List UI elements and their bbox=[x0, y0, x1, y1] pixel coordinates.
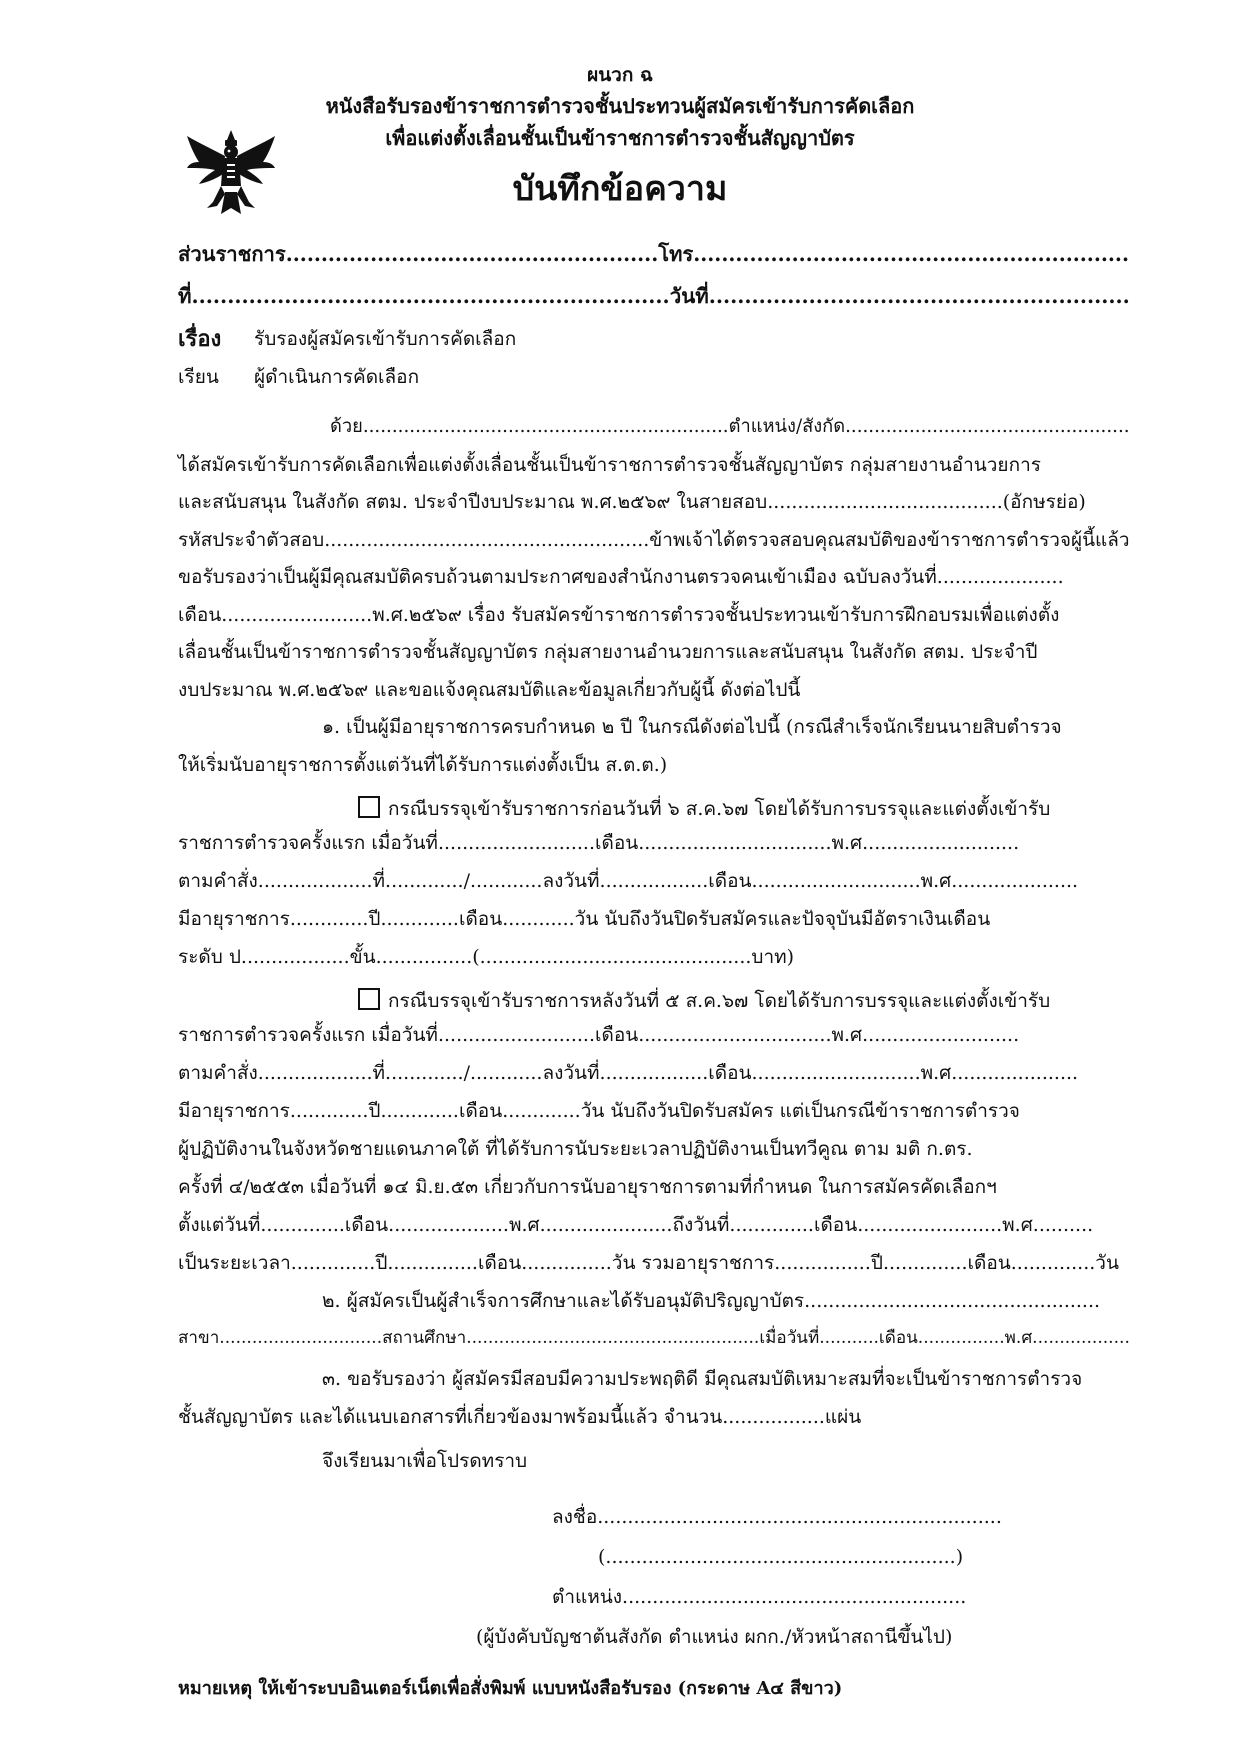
case-b-line-3: ตามคำสั่ง...................ที่............./............ลงวันที่..................เดือน............................พ.ศ..................... bbox=[178, 1062, 1079, 1084]
footnote: หมายเหตุ ให้เข้าระบบอินเตอร์เน็ตเพื่อสั่งพิมพ์ แบบหนังสือรับรอง (กระดาษ A๔ สีขาว) bbox=[178, 1678, 843, 1699]
case-a-line-3: ตามคำสั่ง...................ที่............./............ลงวันที่..................เดือน............................พ.ศ..................... bbox=[178, 870, 1079, 892]
signature-note: (ผู้บังคับบัญชาต้นสังกัด ตำแหน่ง ผกก./หัวหน้าสถานีขึ้นไป) bbox=[476, 1626, 953, 1648]
item-1-line-1: ๑. เป็นผู้มีอายุราชการครบกำหนด ๒ ปี ในกรณีดังต่อไปนี้ (กรณีสำเร็จนักเรียนนายสิบตำรวจ bbox=[322, 716, 1062, 738]
memo-title: บันทึกข้อความ bbox=[512, 169, 728, 209]
case-b-line-7: ตั้งแต่วันที่..............เดือน....................พ.ศ......................ถึงวันที่..............เดือน........................พ.ศ.......... bbox=[178, 1214, 1094, 1236]
signature-line: ลงชื่อ................................................................... bbox=[552, 1506, 1002, 1528]
annex-label: ผนวก ฉ bbox=[587, 64, 653, 86]
body-line-7: เลื่อนชั้นเป็นข้าราชการตำรวจชั้นสัญญาบัตร กลุ่มสายงานอำนวยการและสนับสนุน ในสังกัด สตม. ประจำปี bbox=[178, 641, 1038, 663]
signature-name: (..........................................................) bbox=[598, 1546, 964, 1568]
closing-line: จึงเรียนมาเพื่อโปรดทราบ bbox=[322, 1450, 528, 1472]
case-b-line-6: ครั้งที่ ๔/๒๕๕๓ เมื่อวันที่ ๑๔ มิ.ย.๕๓ เกี่ยวกับการนับอายุราชการตามที่กำหนด ในการสมัครคัดเลือกฯ bbox=[178, 1176, 997, 1198]
case-a-line-4: มีอายุราชการ.............ปี.............เดือน............วัน นับถึงวันปิดรับสมัครและปัจจุบันมีอัตราเงินเดือน bbox=[178, 908, 991, 930]
document-title: หนังสือรับรองข้าราชการตำรวจชั้นประทวนผู้สมัครเข้ารับการคัดเลือก bbox=[325, 94, 915, 118]
case-b-label: กรณีบรรจุเข้ารับราชการหลังวันที่ ๕ ส.ค.๖๗ โดยได้รับการบรรจุและแต่งตั้งเข้ารับ bbox=[388, 990, 1051, 1012]
signature-position: ตำแหน่ง......................................................... bbox=[552, 1586, 967, 1608]
item-3-line-2: ชั้นสัญญาบัตร และได้แนบเอกสารที่เกี่ยวข้องมาพร้อมนี้แล้ว จำนวน.................แผ่น bbox=[178, 1406, 862, 1428]
body-line-5: ขอรับรองว่าเป็นผู้มีคุณสมบัติครบถ้วนตามประกาศของสำนักงานตรวจคนเข้าเมือง ฉบับลงวันที่..................... bbox=[178, 566, 1064, 588]
document-subtitle: เพื่อแต่งตั้งเลื่อนชั้นเป็นข้าราชการตำรวจชั้นสัญญาบัตร bbox=[385, 126, 855, 150]
body-line-6: เดือน.........................พ.ศ.๒๕๖๙ เรื่อง รับสมัครข้าราชการตำรวจชั้นประทวนเข้ารับการฝึกอบรมเพื่อแต่งตั้ง bbox=[178, 604, 1060, 626]
case-b-checkbox[interactable] bbox=[358, 988, 380, 1010]
to-label: เรียน bbox=[178, 366, 219, 388]
body-line-1: ด้วย...............................................................ตำแหน่ง/สังกัด................................................. bbox=[330, 416, 1130, 437]
item-3-line-1: ๓. ขอรับรองว่า ผู้สมัครมีสอบมีความประพฤติดี มีคุณสมบัติเหมาะสมที่จะเป็นข้าราชการตำรวจ bbox=[322, 1368, 1083, 1390]
case-a-checkbox[interactable] bbox=[358, 796, 380, 818]
case-b-line-2: ราชการตำรวจครั้งแรก เมื่อวันที่..........................เดือน................................พ.ศ.......................... bbox=[178, 1024, 1020, 1046]
number-date-field: ที่...................................................................วันที่........................................................... bbox=[178, 284, 1130, 308]
case-a-line-1 bbox=[358, 796, 1050, 819]
case-b-line-1 bbox=[358, 988, 1050, 1011]
body-line-2: ได้สมัครเข้ารับการคัดเลือกเพื่อแต่งตั้งเลื่อนชั้นเป็นข้าราชการตำรวจชั้นสัญญาบัตร กลุ่มสายงานอำนวยการ bbox=[178, 454, 1041, 476]
to-text: ผู้ดำเนินการคัดเลือก bbox=[254, 366, 420, 388]
case-b-line-5: ผู้ปฏิบัติงานในจังหวัดชายแดนภาคใต้ ที่ได้รับการนับระยะเวลาปฏิบัติงานเป็นทวีคูณ ตาม มติ ก.ตร. bbox=[178, 1138, 973, 1160]
body-line-8: งบประมาณ พ.ศ.๒๕๖๙ และขอแจ้งคุณสมบัติและข้อมูลเกี่ยวกับผู้นี้ ดังต่อไปนี้ bbox=[178, 679, 801, 701]
case-b-line-4: มีอายุราชการ.............ปี.............เดือน.............วัน นับถึงวันปิดรับสมัคร แต่เป็นกรณีข้าราชการตำรวจ bbox=[178, 1100, 1020, 1122]
case-a-line-5: ระดับ ป..................ขั้น................(.............................................บาท) bbox=[178, 946, 795, 968]
subject-text: รับรองผู้สมัครเข้ารับการคัดเลือก bbox=[254, 328, 517, 350]
body-line-4: รหัสประจำตัวสอบ......................................................ข้าพเจ้าได้ตรวจสอบคุณสมบัติของข้าราชการตำรวจผู้นี้แล้ว bbox=[178, 529, 1130, 551]
subject-label: เรื่อง bbox=[178, 326, 222, 352]
agency-phone-field: ส่วนราชการ.....................................................โทร.............................................................. bbox=[178, 242, 1129, 266]
item-1-line-2: ให้เริ่มนับอายุราชการตั้งแต่วันที่ได้รับการแต่งตั้งเป็น ส.ต.ต.) bbox=[178, 754, 668, 776]
case-b-line-8: เป็นระยะเวลา..............ปี...............เดือน...............วัน รวมอายุราชการ................ปี..............เดือน..............วัน bbox=[178, 1252, 1119, 1274]
item-2-line-2: สาขา..............................สถานศึกษา......................................................เมื่อวันที่...........เดือน................พ.ศ.................. bbox=[178, 1328, 1130, 1348]
case-a-label: กรณีบรรจุเข้ารับราชการก่อนวันที่ ๖ ส.ค.๖๗ โดยได้รับการบรรจุและแต่งตั้งเข้ารับ bbox=[388, 798, 1051, 820]
case-a-line-2: ราชการตำรวจครั้งแรก เมื่อวันที่..........................เดือน................................พ.ศ.......................... bbox=[178, 832, 1020, 854]
item-2-line-1: ๒. ผู้สมัครเป็นผู้สำเร็จการศึกษาและได้รับอนุมัติปริญญาบัตร................................................. bbox=[322, 1290, 1101, 1312]
body-line-3: และสนับสนุน ในสังกัด สตม. ประจำปีงบประมาณ พ.ศ.๒๕๖๙ ในสายสอบ.......................................(อักษรย่อ) bbox=[178, 491, 1086, 513]
